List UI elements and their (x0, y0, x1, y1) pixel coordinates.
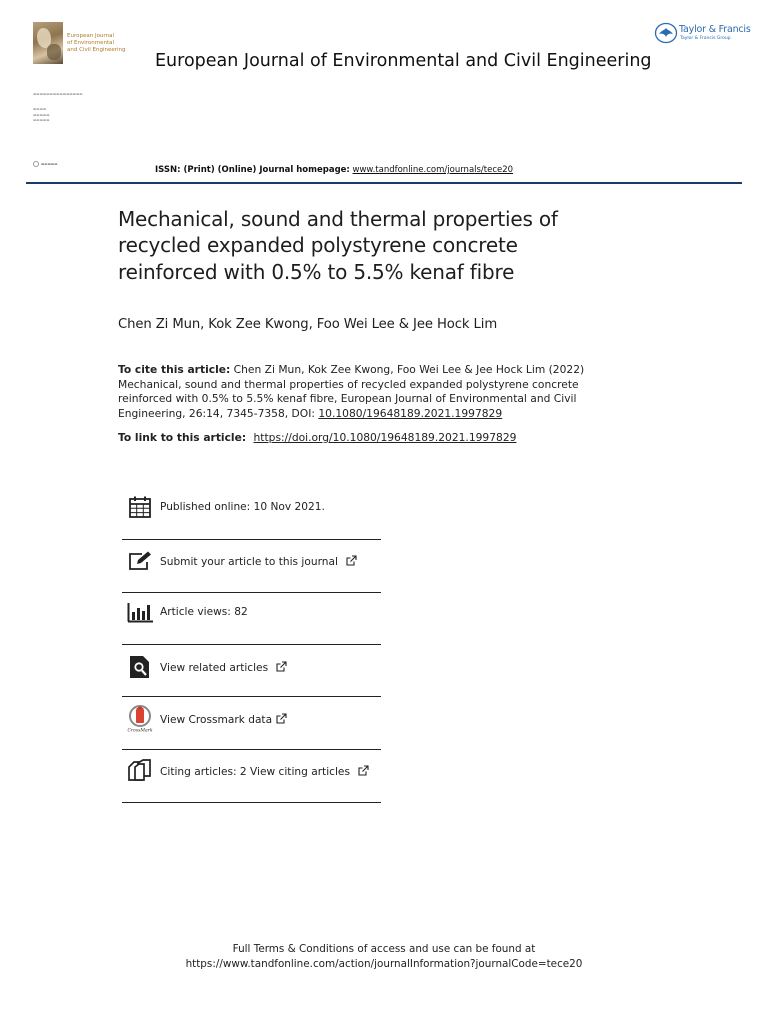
footer-terms (0, 942, 768, 972)
cover-text-line: ▬▬▬▬ (33, 107, 47, 111)
divider (122, 644, 381, 645)
published-online-text: Published online: 10 Nov 2021. (160, 501, 325, 513)
crossmark-icon (127, 707, 153, 731)
journal-title: European Journal of Environmental and Civil Engineering (155, 51, 652, 71)
cover-journal-title: European Journal of Environmental and Civil Engineering (67, 33, 126, 53)
related-articles-item[interactable] (127, 654, 387, 680)
divider (122, 592, 381, 593)
cover-text-line: ▬▬▬▬▬ (33, 118, 50, 122)
doi-link[interactable]: 10.1080/19648189.2021.1997829 (318, 406, 503, 420)
issn-label: ISSN: (Print) (Online) Journal homepage: (155, 165, 350, 175)
citation-text: Chen Zi Mun, Kok Zee Kwong, Foo Wei Lee & Jee Hock Lim (2022) Mechanical, sound and thermal properties of recycled expanded polystyrene concrete reinforced with 0.5% to 5.5% kenaf fibre, European Journal of Environmental and Civil Engineering, 26:14, 7345-7358, DOI: (118, 363, 585, 420)
external-link-icon (358, 765, 369, 776)
bar-chart-icon (127, 600, 153, 624)
crossmark-small-icon (33, 161, 39, 167)
link-label: To link to this article: (118, 431, 247, 444)
footer-line: Full Terms & Conditions of access and use can be found at (232, 943, 536, 955)
submit-article-item[interactable] (127, 548, 387, 574)
cover-text-line: ▬▬▬▬▬ (33, 113, 50, 117)
citing-articles-icon (127, 759, 153, 783)
crossmark-item[interactable] (127, 706, 387, 732)
search-document-icon (127, 655, 153, 679)
crossmark-badge[interactable]: ▬▬▬▬▬ (33, 161, 58, 167)
article-link-line (118, 431, 516, 444)
external-link-icon (346, 555, 357, 566)
taylor-francis-logo-icon (654, 22, 678, 44)
citation-block (118, 363, 618, 421)
article-views-item (127, 599, 387, 625)
publisher-group: Taylor & Francis Group (680, 36, 731, 41)
issn-line (155, 165, 513, 175)
crossmark-link[interactable]: View Crossmark data (160, 713, 287, 726)
publisher-name: Taylor & Francis (679, 24, 751, 35)
divider (122, 802, 381, 803)
divider (122, 749, 381, 750)
article-doi-url[interactable]: https://doi.org/10.1080/19648189.2021.1997829 (253, 431, 517, 444)
footer-url[interactable]: https://www.tandfonline.com/action/journalInformation?journalCode=tece20 (185, 958, 583, 970)
article-authors: Chen Zi Mun, Kok Zee Kwong, Foo Wei Lee & Jee Hock Lim (118, 317, 498, 332)
journal-cover-thumbnail (33, 22, 63, 64)
cover-volume-line: ▬▬▬▬▬▬▬▬▬▬▬▬▬▬▬ (33, 92, 83, 96)
citing-articles-item[interactable] (127, 758, 387, 784)
related-articles-link[interactable]: View related articles (160, 661, 287, 674)
submit-article-link[interactable]: Submit your article to this journal (160, 555, 357, 568)
svg-text:CrossMark: CrossMark (127, 728, 153, 733)
article-title: Mechanical, sound and thermal properties of recycled expanded polystyrene concrete reinforced with 0.5% to 5.5% kenaf fibre (118, 207, 558, 284)
journal-homepage-link[interactable]: www.tandfonline.com/journals/tece20 (352, 165, 514, 175)
divider (122, 539, 381, 540)
edit-icon (127, 549, 153, 573)
citing-articles-link[interactable]: Citing articles: 2 View citing articles (160, 765, 369, 778)
citation-label: To cite this article: (118, 363, 231, 376)
header-divider (26, 182, 742, 184)
published-online-item (127, 494, 387, 520)
article-views-text: Article views: 82 (160, 606, 248, 618)
calendar-icon (127, 495, 153, 519)
external-link-icon (276, 661, 287, 672)
external-link-icon (276, 713, 287, 724)
divider (122, 696, 381, 697)
